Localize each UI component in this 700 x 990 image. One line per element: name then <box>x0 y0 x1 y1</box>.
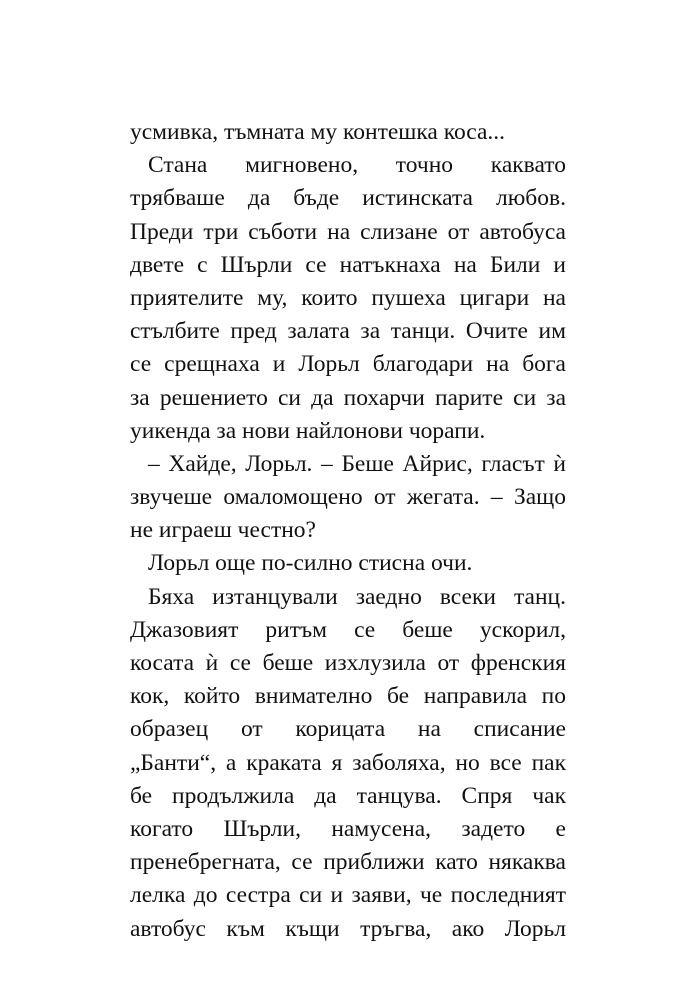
text-line: бе продължила да танцува. Спря чак <box>130 782 566 809</box>
text-line: Лорьл още по-силно стисна очи. <box>148 550 473 577</box>
text-line: уикенда за нови найлонови чорапи. <box>130 417 486 444</box>
text-line: „Банти“, а краката я заболяха, но все пак <box>130 749 566 776</box>
text-line: – Хайде, Лорьл. – Беше Айрис, гласът ѝ <box>148 450 566 477</box>
text-line: усмивка, тъмната му контешка коса... <box>130 119 506 145</box>
text-line: Джазовият ритъм се беше ускорил, <box>130 616 566 643</box>
text-line: Стана мигновено, точно каквато <box>148 152 566 179</box>
text-line: Бяха изтанцували заедно всеки танц. <box>148 583 566 610</box>
text-line: се срещнаха и Лорьл благодари на бога <box>130 351 566 378</box>
text-line: кок, който внимателно бе направила по <box>130 683 566 710</box>
body-text <box>130 116 566 946</box>
text-line: образец от корицата на списание <box>130 716 566 743</box>
text-line: двете с Шърли се натъкнаха на Били и <box>130 251 566 278</box>
text-line: за решението си да похарчи парите си за <box>130 384 566 411</box>
text-line: не играеш честно? <box>130 517 316 544</box>
text-line: трябваше да бъде истинската любов. <box>130 185 566 212</box>
text-line: лелка до сестра си и заяви, че последният <box>130 882 566 909</box>
text-line: пренебрегната, се приближи като някаква <box>130 849 566 876</box>
text-line: звучеше омаломощено от жегата. – Защо <box>130 484 566 511</box>
text-line: когато Шърли, намусена, задето е <box>130 815 566 842</box>
text-line: косата ѝ се беше изхлузила от френския <box>130 650 566 676</box>
text-line: приятелите му, които пушеха цигари на <box>130 284 566 311</box>
text-line: автобус към къщи тръгва, ако Лорьл <box>130 915 566 942</box>
text-line: стълбите пред залата за танци. Очите им <box>130 318 566 345</box>
text-line: Преди три съботи на слизане от автобуса <box>130 218 566 245</box>
